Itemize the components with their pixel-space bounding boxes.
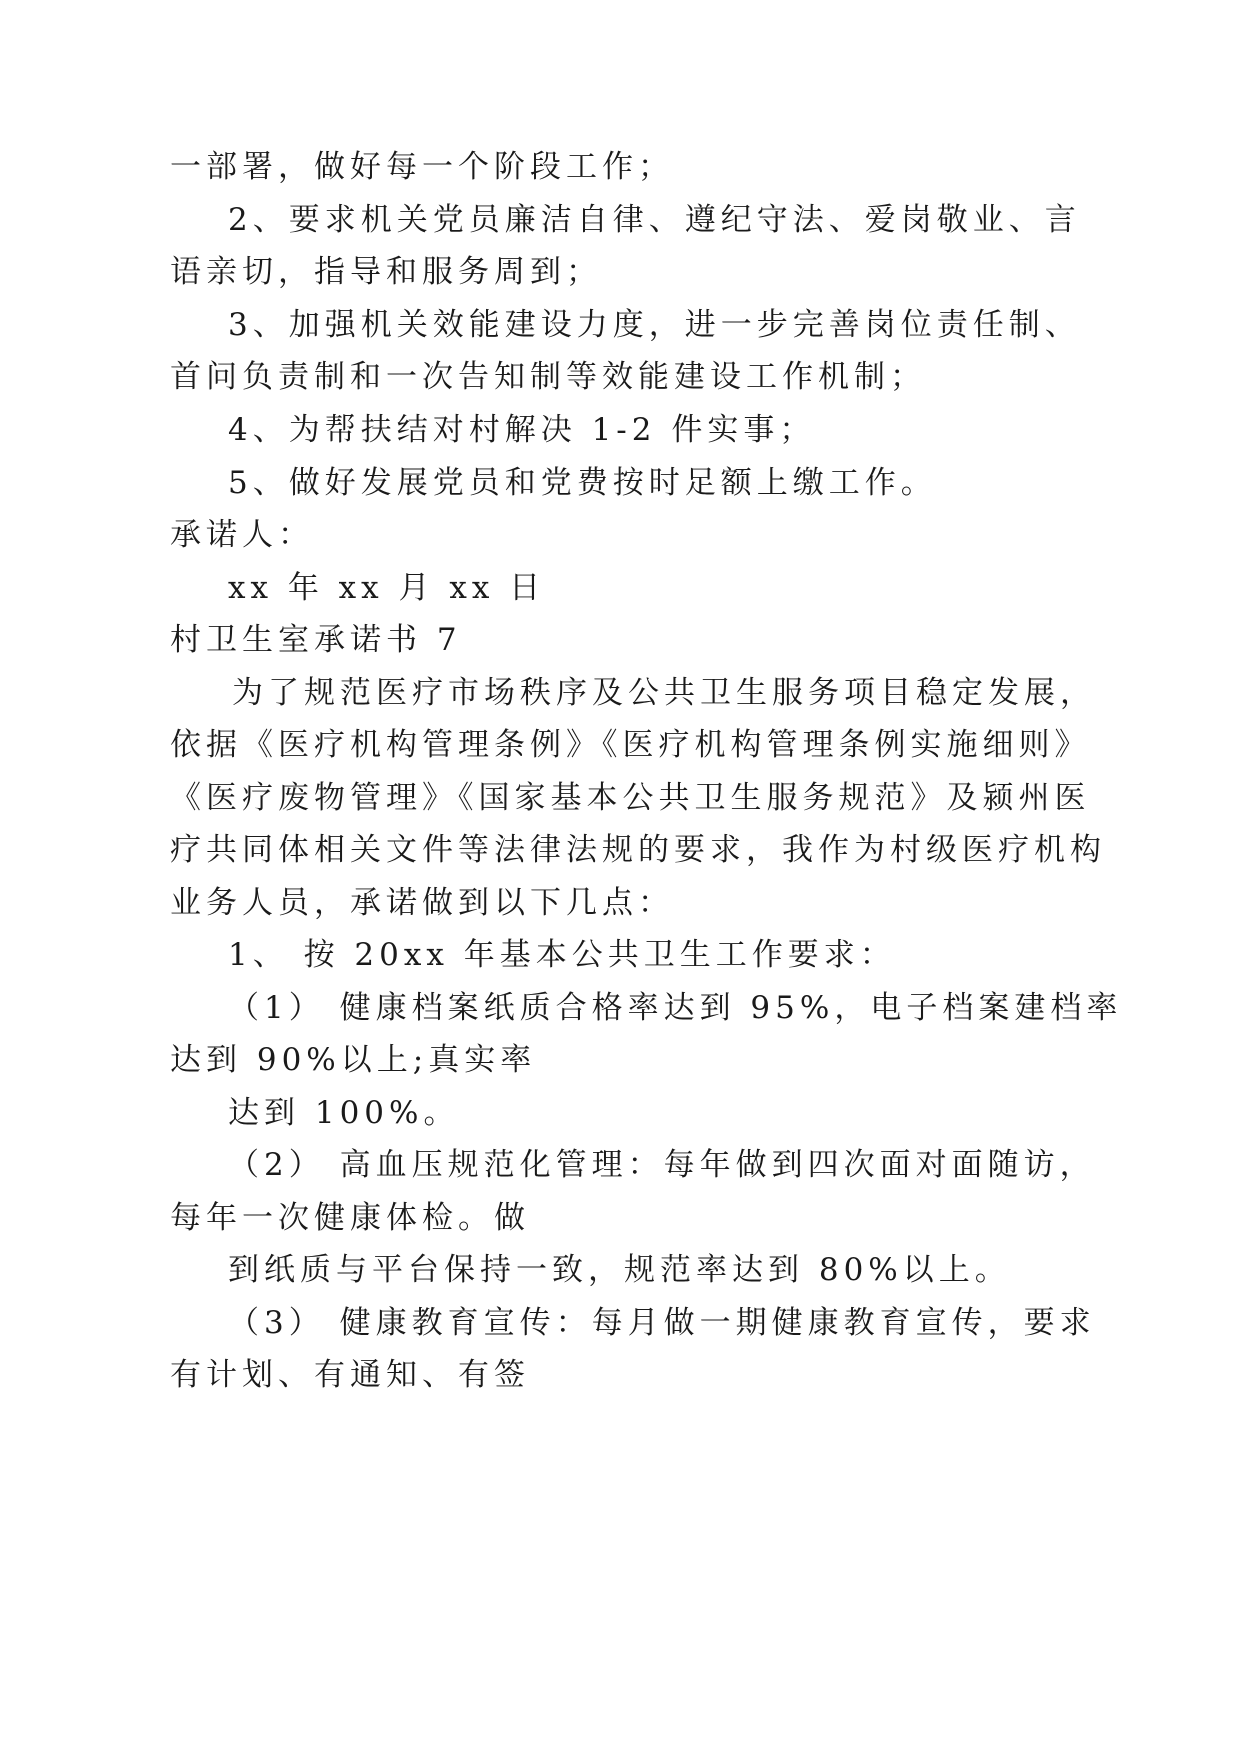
- text-line: 到纸质与平台保持一致，规范率达到 80%以上。: [228, 1252, 1011, 1288]
- text-line: 3、加强机关效能建设力度，进一步完善岗位责任制、: [228, 307, 1081, 343]
- text-line: 5、做好发展党员和党费按时足额上缴工作。: [228, 465, 937, 501]
- text-line: 达到 100%。: [228, 1095, 460, 1131]
- text-line: 语亲切，指导和服务周到；: [170, 254, 602, 290]
- text-line: （3） 健康教育宣传：每月做一期健康教育宣传，要求: [228, 1305, 1096, 1341]
- text-line: 为了规范医疗市场秩序及公共卫生服务项目稳定发展，: [232, 675, 1096, 711]
- text-line: 每年一次健康体检。做: [170, 1200, 530, 1236]
- text-line: 达到 90%以上;真实率: [170, 1042, 537, 1078]
- signature-label: 承诺人：: [170, 517, 314, 553]
- date-line: xx 年 xx 月 xx 日: [228, 570, 546, 606]
- text-line: 《医疗废物管理》《国家基本公共卫生服务规范》及颍州医: [170, 780, 1091, 816]
- text-line: 4、为帮扶结对村解决 1-2 件实事；: [228, 412, 816, 448]
- text-line: 2、要求机关党员廉洁自律、遵纪守法、爱岗敬业、言: [228, 202, 1081, 238]
- text-line: （1） 健康档案纸质合格率达到 95%，电子档案建档率: [228, 990, 1123, 1026]
- text-line: （2） 高血压规范化管理：每年做到四次面对面随访，: [228, 1147, 1096, 1183]
- text-line: 有计划、有通知、有签: [170, 1357, 530, 1393]
- section-title: 村卫生室承诺书 7: [170, 622, 462, 658]
- text-line: 依据《医疗机构管理条例》《医疗机构管理条例实施细则》: [170, 727, 1091, 763]
- text-line: 业务人员，承诺做到以下几点：: [170, 885, 674, 921]
- text-line: 疗共同体相关文件等法律法规的要求，我作为村级医疗机构: [170, 832, 1106, 868]
- text-line: 1、 按 20xx 年基本公共卫生工作要求：: [228, 937, 896, 973]
- text-line: 一部署，做好每一个阶段工作；: [170, 149, 674, 185]
- text-line: 首问负责制和一次告知制等效能建设工作机制；: [170, 359, 926, 395]
